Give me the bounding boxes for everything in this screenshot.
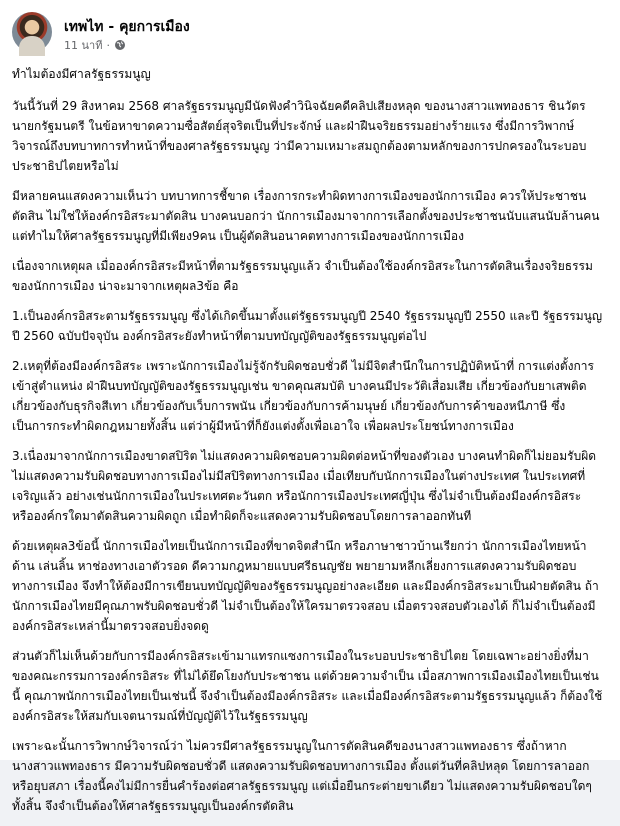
post-paragraph: เนื่องจากเหตุผล เมื่อองค์กรอิสระมีหน้าที่ตามรัฐธรรมนูญแล้ว จำเป็นต้องใช้องค์กรอิสระในการตัดสินเรื่องจริยธรรมของนักการเมือง น่าจะมาจากเหตุผล3ข้อ คือ (12, 259, 593, 293)
post-paragraph: วันนี้วันที่ 29 สิงหาคม 2568 ศาลรัฐธรรมนูญมีนัดฟังคำวินิจฉัยคดีคลิปเสียงหลุด ของนางสาวแพทองธาร ชินวัตร นายกรัฐมนตรี ในข้อหาขาดความซื่อสัตย์สุจริตเป็นที่ประจักษ์ และฝ่าฝืนจริยธรรมอย่างร้ายแรง ซึ่งมีการวิพากษ์วิจารณ์ถึงบทบาทการทำหน้าที่ของศาลรัฐธรรมนูญ ว่ามีความเหมาะสมถูกต้องตามหลักของการปกครองในระบอบประชาธิปไตยหรือไม่ (12, 99, 587, 173)
post-meta (64, 36, 126, 54)
post-time[interactable]: 11 นาที (64, 39, 103, 52)
post-paragraph: 2.เหตุที่ต้องมีองค์กรอิสระ เพราะนักการเมืองไม่รู้จักรับผิดชอบชั่วดี ไม่มีจิตสำนึกในการปฏิบัติหน้าที่ การแต่งตั้งการเข้าสู่ตำแหน่ง ฝ่าฝืนบทบัญญัติของรัฐธรรมนูญเช่น ขาดคุณสมบัติ บางคนมีประวัติเสื่อมเสีย เกี่ยวข้องกับยาเสพติด เกี่ยวข้องกับธุรกิจสีเทา เกี่ยวข้องกับเว็บการพนัน เกี่ยวข้องกับการค้ามนุษย์ เกี่ยวข้องกับการค้าของหนีภาษี ซึ่งเป็นการกระทำผิดกฎหมายทั้งสิ้น แต่ว่าผู้มีหน้าที่ก็ยังแต่งตั้งเพื่อเอาใจ เพื่อผลประโยชน์ทางการเมือง (12, 359, 594, 433)
post-paragraph: ส่วนตัวก็ไม่เห็นด้วยกับการมีองค์กรอิสระเข้ามาแทรกแซงการเมืองในระบอบประชาธิปไตย โดยเฉพาะอย่างยิ่งที่มาของคณะกรรมการองค์กรอิสระ ที่ไม่ได้ยึดโยงกับประชาชน แต่ด้วยความจำเป็น เมื่อสภาพการเมืองเมืองไทยเป็นเช่นนี้ คุณภาพนักการเมืองไทยเป็นเช่นนี้ จึงจำเป็นต้องมีองค์กรอิสระ และเมื่อมีองค์กรอิสระตามรัฐธรรมนูญแล้ว ก็ต้องใช้องค์กรอิสระให้สมกับเจตนารมณ์ที่บัญญัติไว้ในรัฐธรรมนูญ (12, 649, 603, 723)
post-paragraph: ด้วยเหตุผล3ข้อนี้ นักการเมืองไทยเป็นนักการเมืองที่ขาดจิตสำนึก หรือภาษาชาวบ้านเรียกว่า นักการเมืองไทยหน้าด้าน เล่นลิ้น หาช่องทางเอาตัวรอด ดีความกฎหมายแบบศรีธนญชัย พยายามหลีกเลี่ยงการแสดงความรับผิดชอบทางการเมือง จึงทำให้ต้องมีการเขียนบทบัญญัติของรัฐธรรมนูญอย่างละเอียด และมีองค์กรอิสระมาเป็นฝ่ายตัดสิน ถ้านักการเมืองไทยมีคุณภาพรับผิดชอบชั่วดี ไม่จำเป็นต้องให้ใครมาตรวจสอบ เมื่อตรวจสอบตัวเองได้ ก็ไม่จำเป็นต้องมีองค์กรอิสระเหล่านี้มาตรวจสอบยิ่งจดดู (12, 539, 599, 633)
author-name[interactable]: เทพไท - คุยการเมือง (64, 19, 190, 35)
separator-dot: · (106, 38, 110, 52)
globe-icon[interactable] (114, 39, 126, 51)
avatar-figure (19, 36, 45, 56)
post-header (12, 12, 608, 52)
post-paragraph: เพราะฉะนั้นการวิพากษ์วิจารณ์ว่า ไม่ควรมีศาลรัฐธรรมนูญในการตัดสินคดีของนางสาวแพทองธาร ซึ่งถ้าหากนางสาวแพทองธาร มีความรับผิดชอบชั่วดี แสดงความรับผิดชอบทางการเมือง ตั้งแต่วันที่คลิปหลุด โดยการลาออกหรือยุบสภา เรื่องนี้คงไม่มีการยื่นคำร้องต่อศาลรัฐธรรมนูญ แต่เมื่อยืนกระต่ายขาเดียว ไม่แสดงความรับผิดชอบใดๆทั้งสิ้น จึงจำเป็นต้องให้ศาลรัฐธรรมนูญเป็นองค์กรตัดสิน (12, 739, 592, 813)
post-paragraph: มีหลายคนแสดงความเห็นว่า บทบาทการชี้ขาด เรื่องการกระทำผิดทางการเมืองของนักการเมือง ควรให้ประชาชนตัดสิน ไม่ใช่ให้องค์กรอิสระมาตัดสิน บางคนบอกว่า นักการเมืองมาจากการเลือกตั้งของประชาชนนับแสนนับล้านคน แต่ทำไมให้ศาลรัฐธรรมนูญที่มีเพียง9คน เป็นผู้ตัดสินอนาคตทางการเมืองของนักการเมือง (12, 189, 600, 243)
post-paragraph: 1.เป็นองค์กรอิสระตามรัฐธรรมนูญ ซึ่งได้เกิดขึ้นมาตั้งแต่รัฐธรรมนูญปี 2540 รัฐธรรมนูญปี 2550 และปี รัฐธรรมนูญปี 2560 ฉบับปัจจุบัน องค์กรอิสระยังทำหน้าที่ตามบทบัญญัติของรัฐธรรมนูญต่อไป (12, 309, 603, 343)
post-body (12, 64, 604, 826)
avatar[interactable] (12, 12, 52, 52)
post-title: ทำไมต้องมีศาลรัฐธรรมนูญ (12, 67, 151, 81)
post-paragraph: 3.เนื่องมาจากนักการเมืองขาดสปิริต ไม่แสดงความผิดชอบความผิดต่อหน้าที่ของตัวเอง บางคนทำผิดก็ไม่ยอมรับผิด ไม่แสดงความรับผิดชอบทางการเมืองไม่มีสปิริตทางการเมือง เมื่อเทียบกับนักการเมืองในต่างประเทศ ในประเทศที่เจริญแล้ว อย่างเช่นนักการเมืองในประเทศตะวันตก หรือนักการเมืองประเทศญี่ปุ่น ซึ่งไม่จำเป็นต้องมีองค์กรอิสระ หรือองค์กรใดมาตัดสินความผิดถูก เมื่อทำผิดก็จะแสดงความรับผิดชอบโดยการลาออกทันที (12, 449, 597, 523)
